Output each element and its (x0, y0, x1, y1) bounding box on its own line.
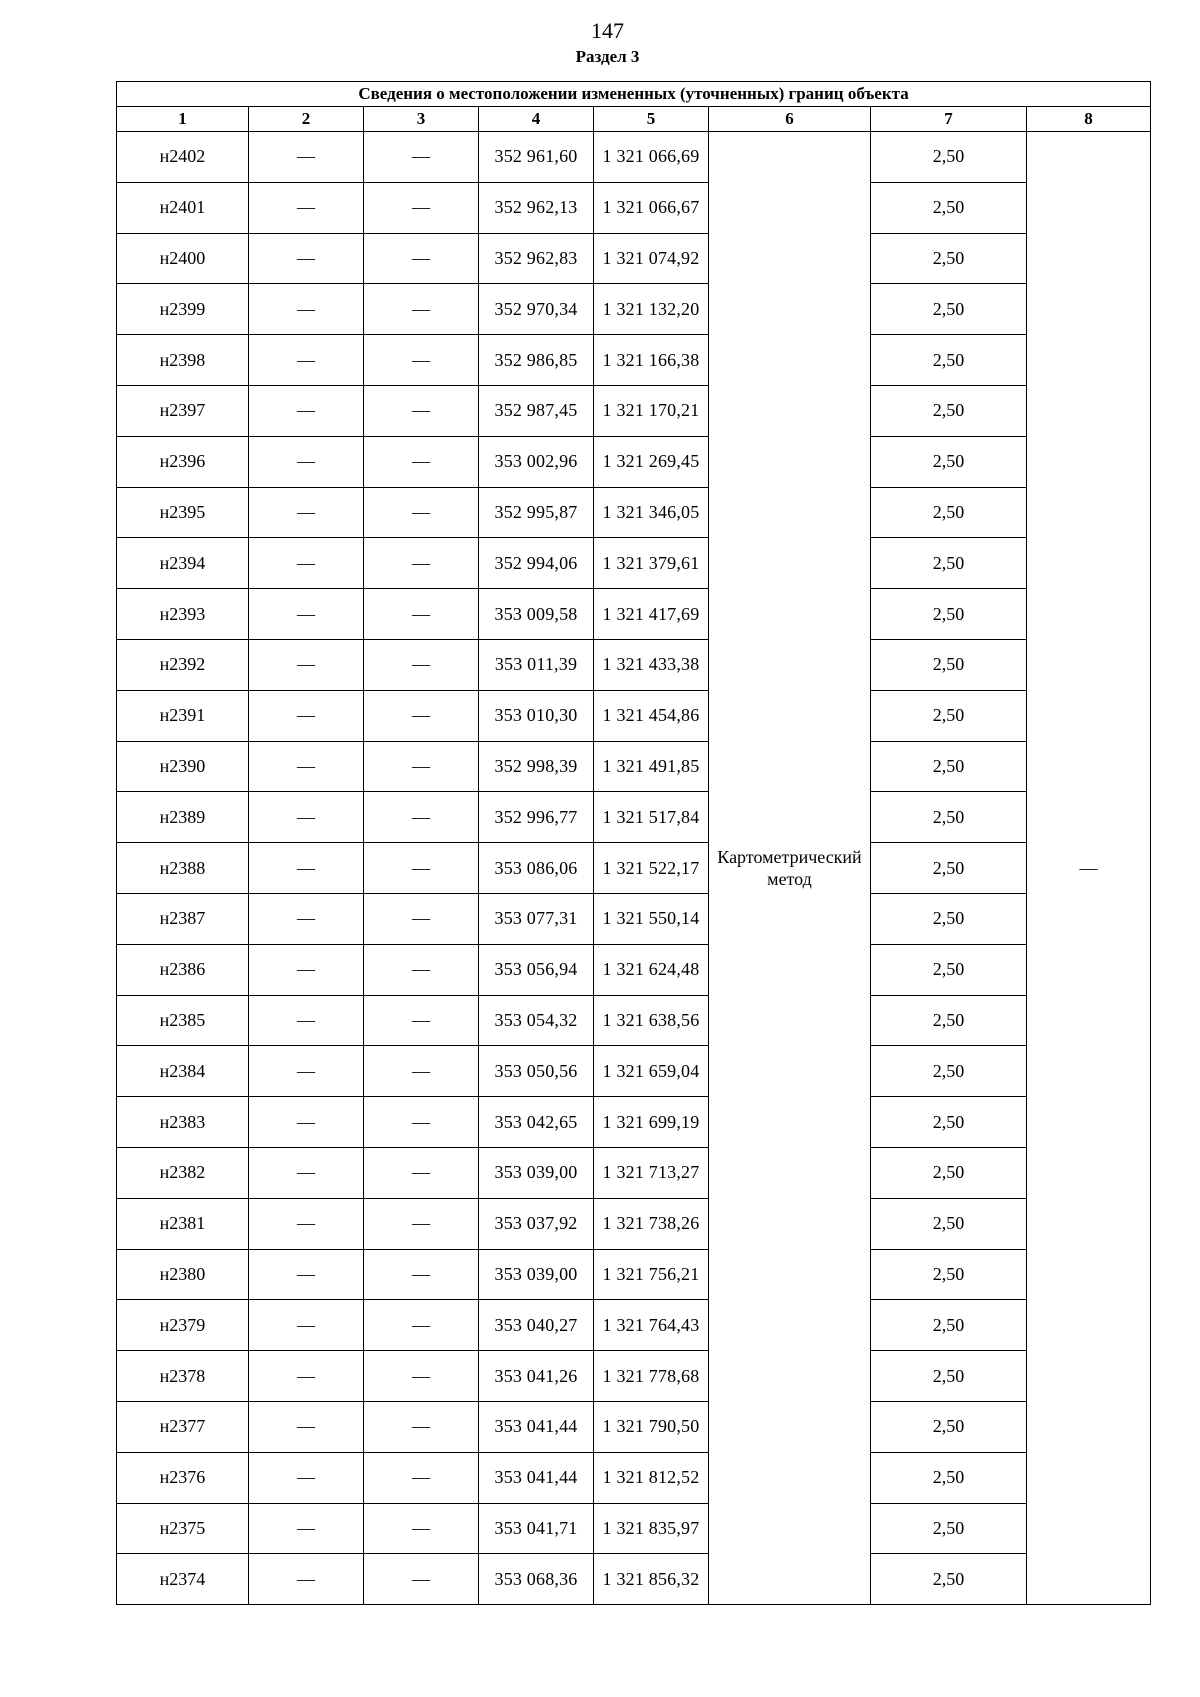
col2-cell: — (249, 589, 364, 640)
accuracy-cell: 2,50 (871, 690, 1027, 741)
y-coordinate-cell: 1 321 166,38 (594, 335, 709, 386)
y-coordinate-cell: 1 321 756,21 (594, 1249, 709, 1300)
x-coordinate-cell: 353 037,92 (479, 1198, 594, 1249)
point-cell: н2395 (117, 487, 249, 538)
accuracy-cell: 2,50 (871, 741, 1027, 792)
y-coordinate-cell: 1 321 550,14 (594, 893, 709, 944)
table-row (117, 944, 1151, 995)
x-coordinate-cell: 353 039,00 (479, 1147, 594, 1198)
table-row (117, 1097, 1151, 1148)
y-coordinate-cell: 1 321 778,68 (594, 1351, 709, 1402)
x-coordinate-cell: 353 077,31 (479, 893, 594, 944)
col3-cell: — (364, 182, 479, 233)
y-coordinate-cell: 1 321 066,67 (594, 182, 709, 233)
accuracy-cell: 2,50 (871, 1147, 1027, 1198)
point-cell: н2396 (117, 436, 249, 487)
accuracy-cell: 2,50 (871, 1097, 1027, 1148)
x-coordinate-cell: 353 011,39 (479, 639, 594, 690)
col2-cell: — (249, 1198, 364, 1249)
table-row (117, 1351, 1151, 1402)
point-cell: н2398 (117, 335, 249, 386)
y-coordinate-cell: 1 321 659,04 (594, 1046, 709, 1097)
point-cell: н2397 (117, 385, 249, 436)
col2-cell: — (249, 182, 364, 233)
table-row (117, 284, 1151, 335)
table-row (117, 741, 1151, 792)
y-coordinate-cell: 1 321 624,48 (594, 944, 709, 995)
point-cell: н2382 (117, 1147, 249, 1198)
accuracy-cell: 2,50 (871, 1249, 1027, 1300)
accuracy-cell: 2,50 (871, 589, 1027, 640)
column-number: 2 (249, 107, 364, 132)
x-coordinate-cell: 352 970,34 (479, 284, 594, 335)
x-coordinate-cell: 352 962,83 (479, 233, 594, 284)
point-cell: н2399 (117, 284, 249, 335)
point-cell: н2376 (117, 1452, 249, 1503)
accuracy-cell: 2,50 (871, 385, 1027, 436)
x-coordinate-cell: 353 041,44 (479, 1452, 594, 1503)
table-row (117, 182, 1151, 233)
x-coordinate-cell: 353 041,44 (479, 1401, 594, 1452)
x-coordinate-cell: 352 987,45 (479, 385, 594, 436)
accuracy-cell: 2,50 (871, 639, 1027, 690)
x-coordinate-cell: 353 010,30 (479, 690, 594, 741)
col3-cell: — (364, 1503, 479, 1554)
col3-cell: — (364, 995, 479, 1046)
col3-cell: — (364, 1147, 479, 1198)
accuracy-cell: 2,50 (871, 792, 1027, 843)
table-row (117, 792, 1151, 843)
col3-cell: — (364, 1300, 479, 1351)
col3-cell: — (364, 1351, 479, 1402)
accuracy-cell: 2,50 (871, 843, 1027, 894)
x-coordinate-cell: 353 040,27 (479, 1300, 594, 1351)
col3-cell: — (364, 284, 479, 335)
y-coordinate-cell: 1 321 835,97 (594, 1503, 709, 1554)
accuracy-cell: 2,50 (871, 1452, 1027, 1503)
col2-cell: — (249, 741, 364, 792)
point-cell: н2379 (117, 1300, 249, 1351)
col2-cell: — (249, 538, 364, 589)
col2-cell: — (249, 893, 364, 944)
col2-cell: — (249, 1249, 364, 1300)
col2-cell: — (249, 335, 364, 386)
table-row (117, 538, 1151, 589)
table-row (117, 1198, 1151, 1249)
x-coordinate-cell: 353 009,58 (479, 589, 594, 640)
col3-cell: — (364, 1452, 479, 1503)
y-coordinate-cell: 1 321 433,38 (594, 639, 709, 690)
accuracy-cell: 2,50 (871, 1401, 1027, 1452)
y-coordinate-cell: 1 321 074,92 (594, 233, 709, 284)
col8-cell: — (1027, 132, 1151, 1605)
table-row (117, 233, 1151, 284)
x-coordinate-cell: 353 042,65 (479, 1097, 594, 1148)
x-coordinate-cell: 352 996,77 (479, 792, 594, 843)
point-cell: н2393 (117, 589, 249, 640)
col3-cell: — (364, 385, 479, 436)
table-row (117, 132, 1151, 183)
point-cell: н2400 (117, 233, 249, 284)
table-row (117, 589, 1151, 640)
point-cell: н2374 (117, 1554, 249, 1605)
accuracy-cell: 2,50 (871, 335, 1027, 386)
x-coordinate-cell: 353 041,26 (479, 1351, 594, 1402)
col3-cell: — (364, 843, 479, 894)
col2-cell: — (249, 792, 364, 843)
col3-cell: — (364, 538, 479, 589)
col2-cell: — (249, 385, 364, 436)
col2-cell: — (249, 639, 364, 690)
x-coordinate-cell: 352 994,06 (479, 538, 594, 589)
y-coordinate-cell: 1 321 790,50 (594, 1401, 709, 1452)
y-coordinate-cell: 1 321 738,26 (594, 1198, 709, 1249)
table-row (117, 335, 1151, 386)
col2-cell: — (249, 132, 364, 183)
table-caption: Сведения о местоположении измененных (уточненных) границ объекта (117, 82, 1151, 107)
x-coordinate-cell: 353 086,06 (479, 843, 594, 894)
table-row (117, 1300, 1151, 1351)
point-cell: н2388 (117, 843, 249, 894)
col2-cell: — (249, 487, 364, 538)
point-cell: н2386 (117, 944, 249, 995)
point-cell: н2387 (117, 893, 249, 944)
table-row (117, 1503, 1151, 1554)
col3-cell: — (364, 487, 479, 538)
table-row (117, 690, 1151, 741)
table-row (117, 1147, 1151, 1198)
x-coordinate-cell: 352 986,85 (479, 335, 594, 386)
x-coordinate-cell: 353 041,71 (479, 1503, 594, 1554)
x-coordinate-cell: 352 995,87 (479, 487, 594, 538)
y-coordinate-cell: 1 321 856,32 (594, 1554, 709, 1605)
y-coordinate-cell: 1 321 522,17 (594, 843, 709, 894)
col2-cell: — (249, 843, 364, 894)
y-coordinate-cell: 1 321 491,85 (594, 741, 709, 792)
col3-cell: — (364, 690, 479, 741)
accuracy-cell: 2,50 (871, 1198, 1027, 1249)
accuracy-cell: 2,50 (871, 538, 1027, 589)
y-coordinate-cell: 1 321 764,43 (594, 1300, 709, 1351)
point-cell: н2389 (117, 792, 249, 843)
y-coordinate-cell: 1 321 454,86 (594, 690, 709, 741)
column-number: 3 (364, 107, 479, 132)
col2-cell: — (249, 690, 364, 741)
point-cell: н2394 (117, 538, 249, 589)
y-coordinate-cell: 1 321 379,61 (594, 538, 709, 589)
table-body (117, 132, 1151, 1605)
col2-cell: — (249, 1147, 364, 1198)
col2-cell: — (249, 1300, 364, 1351)
x-coordinate-cell: 353 056,94 (479, 944, 594, 995)
col2-cell: — (249, 1046, 364, 1097)
accuracy-cell: 2,50 (871, 1554, 1027, 1605)
y-coordinate-cell: 1 321 346,05 (594, 487, 709, 538)
table-row (117, 1249, 1151, 1300)
col3-cell: — (364, 1198, 479, 1249)
point-cell: н2377 (117, 1401, 249, 1452)
accuracy-cell: 2,50 (871, 284, 1027, 335)
point-cell: н2383 (117, 1097, 249, 1148)
y-coordinate-cell: 1 321 417,69 (594, 589, 709, 640)
table-row (117, 893, 1151, 944)
table-row (117, 1452, 1151, 1503)
accuracy-cell: 2,50 (871, 1300, 1027, 1351)
accuracy-cell: 2,50 (871, 487, 1027, 538)
col2-cell: — (249, 1401, 364, 1452)
x-coordinate-cell: 353 050,56 (479, 1046, 594, 1097)
x-coordinate-cell: 352 962,13 (479, 182, 594, 233)
col3-cell: — (364, 132, 479, 183)
col2-cell: — (249, 1503, 364, 1554)
table-row (117, 1554, 1151, 1605)
point-cell: н2375 (117, 1503, 249, 1554)
point-cell: н2401 (117, 182, 249, 233)
x-coordinate-cell: 353 068,36 (479, 1554, 594, 1605)
x-coordinate-cell: 353 039,00 (479, 1249, 594, 1300)
column-number: 8 (1027, 107, 1151, 132)
boundary-coordinates-table (116, 81, 1151, 1605)
col3-cell: — (364, 1401, 479, 1452)
table-row (117, 639, 1151, 690)
column-number: 6 (709, 107, 871, 132)
page-number: 147 (591, 18, 624, 43)
table-row (117, 1046, 1151, 1097)
point-cell: н2380 (117, 1249, 249, 1300)
col3-cell: — (364, 1249, 479, 1300)
accuracy-cell: 2,50 (871, 132, 1027, 183)
y-coordinate-cell: 1 321 517,84 (594, 792, 709, 843)
table-row (117, 487, 1151, 538)
col3-cell: — (364, 1554, 479, 1605)
col3-cell: — (364, 436, 479, 487)
section-title: Раздел 3 (575, 47, 640, 66)
accuracy-cell: 2,50 (871, 944, 1027, 995)
col3-cell: — (364, 944, 479, 995)
table-row (117, 995, 1151, 1046)
y-coordinate-cell: 1 321 132,20 (594, 284, 709, 335)
table-row (117, 385, 1151, 436)
col2-cell: — (249, 944, 364, 995)
column-number: 1 (117, 107, 249, 132)
col3-cell: — (364, 589, 479, 640)
accuracy-cell: 2,50 (871, 182, 1027, 233)
x-coordinate-cell: 352 998,39 (479, 741, 594, 792)
point-cell: н2392 (117, 639, 249, 690)
accuracy-cell: 2,50 (871, 1351, 1027, 1402)
col3-cell: — (364, 1097, 479, 1148)
point-cell: н2391 (117, 690, 249, 741)
y-coordinate-cell: 1 321 170,21 (594, 385, 709, 436)
point-cell: н2385 (117, 995, 249, 1046)
table-row (117, 436, 1151, 487)
col3-cell: — (364, 1046, 479, 1097)
column-number: 5 (594, 107, 709, 132)
accuracy-cell: 2,50 (871, 233, 1027, 284)
col2-cell: — (249, 284, 364, 335)
column-number: 4 (479, 107, 594, 132)
y-coordinate-cell: 1 321 812,52 (594, 1452, 709, 1503)
col2-cell: — (249, 1097, 364, 1148)
col2-cell: — (249, 436, 364, 487)
col3-cell: — (364, 792, 479, 843)
accuracy-cell: 2,50 (871, 893, 1027, 944)
col2-cell: — (249, 1554, 364, 1605)
point-cell: н2402 (117, 132, 249, 183)
table-row (117, 843, 1151, 894)
accuracy-cell: 2,50 (871, 1046, 1027, 1097)
col3-cell: — (364, 335, 479, 386)
point-cell: н2390 (117, 741, 249, 792)
y-coordinate-cell: 1 321 713,27 (594, 1147, 709, 1198)
col2-cell: — (249, 1452, 364, 1503)
accuracy-cell: 2,50 (871, 995, 1027, 1046)
y-coordinate-cell: 1 321 699,19 (594, 1097, 709, 1148)
col3-cell: — (364, 639, 479, 690)
x-coordinate-cell: 353 054,32 (479, 995, 594, 1046)
x-coordinate-cell: 353 002,96 (479, 436, 594, 487)
column-number-row (117, 107, 1151, 132)
col3-cell: — (364, 741, 479, 792)
column-number: 7 (871, 107, 1027, 132)
point-cell: н2384 (117, 1046, 249, 1097)
point-cell: н2378 (117, 1351, 249, 1402)
method-cell: Картометрический метод (709, 132, 871, 1605)
point-cell: н2381 (117, 1198, 249, 1249)
col2-cell: — (249, 233, 364, 284)
col2-cell: — (249, 1351, 364, 1402)
y-coordinate-cell: 1 321 638,56 (594, 995, 709, 1046)
col3-cell: — (364, 233, 479, 284)
x-coordinate-cell: 352 961,60 (479, 132, 594, 183)
y-coordinate-cell: 1 321 269,45 (594, 436, 709, 487)
col2-cell: — (249, 995, 364, 1046)
accuracy-cell: 2,50 (871, 436, 1027, 487)
y-coordinate-cell: 1 321 066,69 (594, 132, 709, 183)
col3-cell: — (364, 893, 479, 944)
accuracy-cell: 2,50 (871, 1503, 1027, 1554)
table-row (117, 1401, 1151, 1452)
